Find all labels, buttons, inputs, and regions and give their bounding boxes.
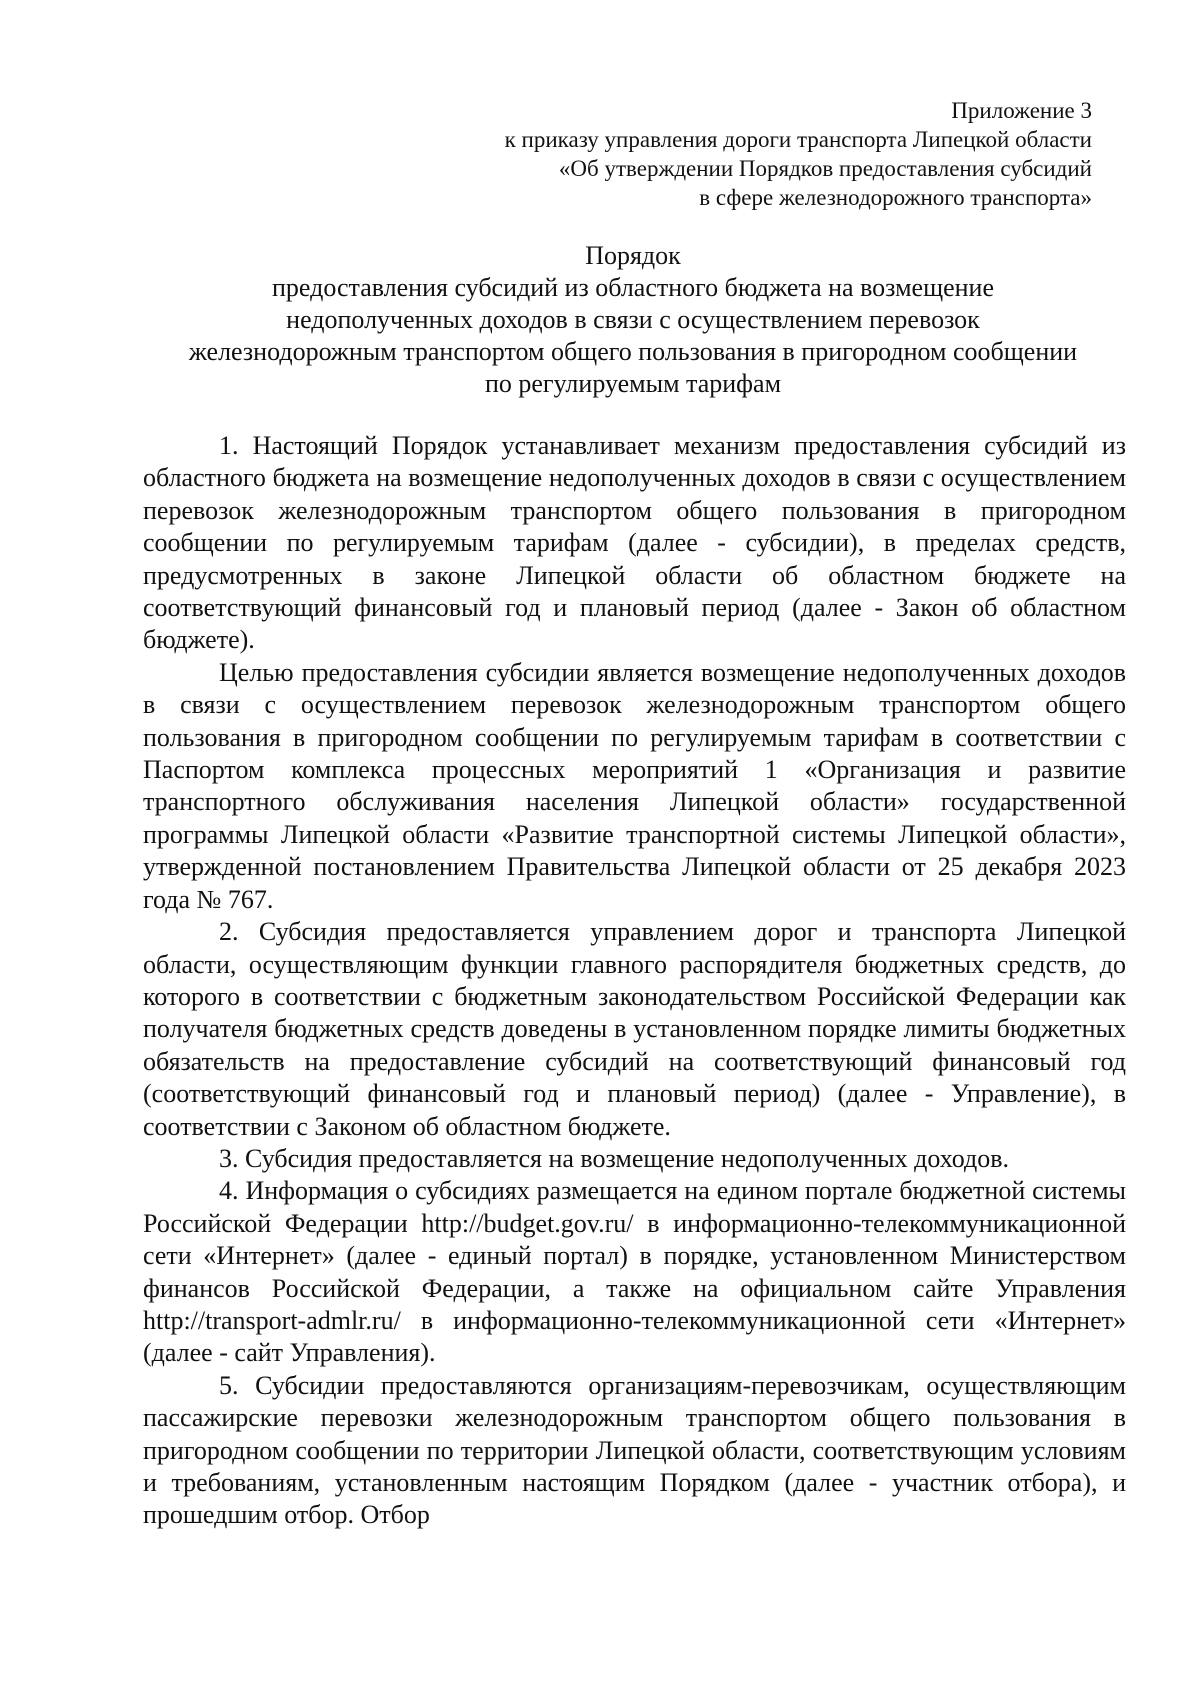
title-line-2: недополученных доходов в связи с осуществлением перевозок [286,305,980,334]
document-body [143,430,1126,1532]
title-heading: Порядок [585,241,681,270]
title-line-3: железнодорожным транспортом общего пользования в пригородном сообщении [188,337,1078,366]
paragraph-6: 5. Субсидии предоставляются организациям-перевозчикам, осуществляющим пассажирские перевозки железнодорожным транспортом общего пользования в пригородном сообщении по территории Липецкой области, соответствующим условиям и требованиям, установленным настоящим Порядком (далее - участник отбора), и прошедшим отбор. Отбор [143,1370,1126,1530]
paragraph-2: Целью предоставления субсидии является возмещение недополученных доходов в связи с осуществлением перевозок железнодорожным транспортом общего пользования в пригородном сообщении по регулируемым тарифам в соответствии с Паспортом комплекса процессных мероприятий 1 «Организация и развитие транспортного обслуживания населения Липецкой области» государственной программы Липецкой области «Развитие транспортной системы Липецкой области», утвержденной постановлением Правительства Липецкой области от 25 декабря 2023 года № 767. [143,657,1126,914]
paragraph-3: 2. Субсидия предоставляется управлением дорог и транспорта Липецкой области, осуществляющим функции главного распорядителя бюджетных средств, до которого в соответствии с бюджетным законодательством Российской Федерации как получателя бюджетных средств доведены в установленном порядке лимиты бюджетных обязательств на предоставление субсидий на соответствующий финансовый год (соответствующий финансовый год и плановый период) (далее - Управление), в соответствии с Законом об областном бюджете. [143,917,1126,1141]
appendix-line-1: Приложение 3 [951,98,1092,123]
appendix-header [392,96,1092,212]
paragraph-4: 3. Субсидия предоставляется на возмещение недополученных доходов. [219,1143,1009,1173]
paragraph-1: 1. Настоящий Порядок устанавливает механизм предоставления субсидий из областного бюджета на возмещение недополученных доходов в связи с осуществлением перевозок железнодорожным транспортом общего пользования в пригородном сообщении по регулируемым тарифам (далее - субсидии), в пределах средств, предусмотренных в законе Липецкой области об областном бюджете на соответствующий финансовый год и плановый период (далее - Закон об областном бюджете). [143,431,1126,655]
appendix-line-4: в сфере железнодорожного транспорта» [699,185,1092,210]
appendix-line-2: к приказу управления дороги транспорта Липецкой области [504,127,1092,152]
title-line-4: по регулируемым тарифам [484,369,782,398]
paragraph-5: 4. Информация о субсидиях размещается на едином портале бюджетной системы Российской Федерации http://budget.gov.ru/ в информационно-телекоммуникационной сети «Интернет» (далее - единый портал) в порядке, установленном Министерством финансов Российской Федерации, а также на официальном сайте Управления http://transport-admlr.ru/ в информационно-телекоммуникационной сети «Интернет» (далее - сайт Управления). [143,1176,1126,1368]
document-title [143,240,1123,400]
appendix-line-3: «Об утверждении Порядков предоставления субсидий [558,156,1092,181]
title-line-1: предоставления субсидий из областного бюджета на возмещение [271,273,994,302]
